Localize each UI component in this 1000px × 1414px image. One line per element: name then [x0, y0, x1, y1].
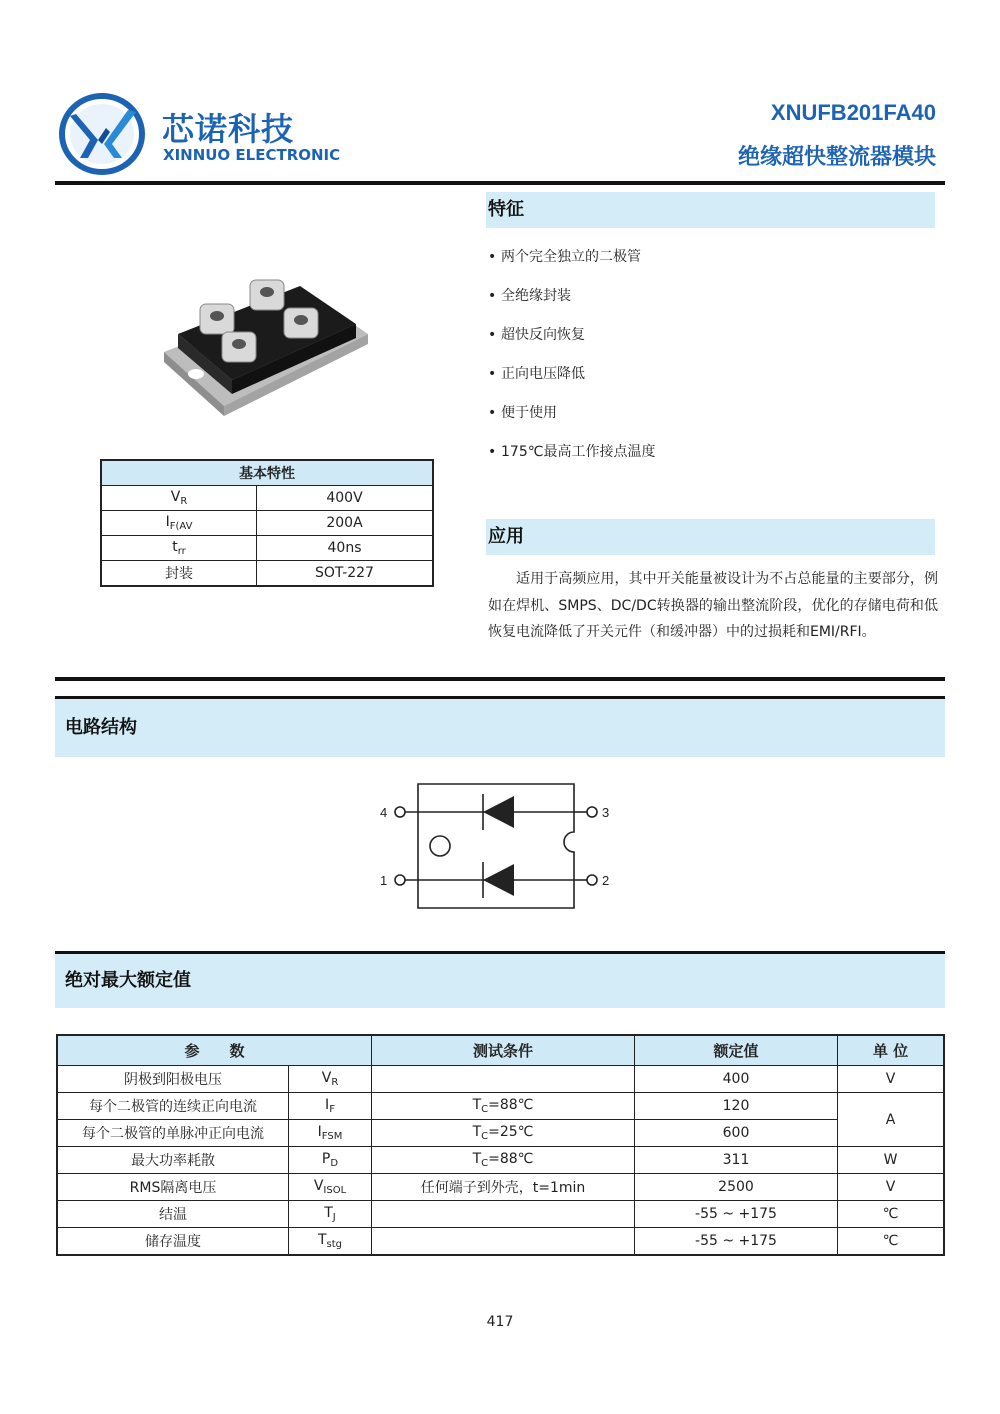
part-number: XNUFB201FA40 — [770, 100, 936, 125]
circuit-diagram — [376, 780, 616, 914]
brand-name-cn: 芯诺科技 — [162, 110, 295, 148]
table-row — [57, 1174, 944, 1201]
param-symbol: $T_{stg}$ — [289, 1228, 372, 1256]
param-symbol: $I_{F(AV}$ — [101, 511, 257, 536]
table-row — [57, 1066, 944, 1093]
param-name: 阴极到阳极电压 — [57, 1066, 289, 1093]
param-value: 600 — [635, 1120, 838, 1147]
param-symbol: $V_R$ — [289, 1066, 372, 1093]
param-symbol: $I_F$ — [289, 1093, 372, 1120]
param-value: 40ns — [257, 536, 434, 561]
circuit-section-header: 电路结构 — [55, 699, 945, 757]
section-divider — [55, 677, 945, 681]
table-row — [57, 1093, 944, 1120]
param-name: 结温 — [57, 1201, 289, 1228]
company-logo — [58, 92, 146, 176]
max-ratings-table — [56, 1034, 945, 1256]
list-item: • 便于使用 — [488, 405, 557, 421]
param-value: 400 — [635, 1066, 838, 1093]
table-header-row — [57, 1035, 944, 1066]
application-section-header: 应用 — [486, 519, 935, 555]
param-symbol: $V_{ISOL}$ — [289, 1174, 372, 1201]
param-condition — [372, 1066, 635, 1093]
table-row — [101, 536, 433, 561]
features-section-header: 特征 — [486, 192, 935, 228]
param-symbol: $I_{FSM}$ — [289, 1120, 372, 1147]
param-unit: ℃ — [838, 1201, 945, 1228]
param-condition: $T_C=25℃$ — [372, 1120, 635, 1147]
header-unit: 单 位 — [838, 1035, 945, 1066]
param-unit: V — [838, 1174, 945, 1201]
list-item: • 全绝缘封装 — [488, 288, 571, 304]
param-symbol: $T_J$ — [289, 1201, 372, 1228]
table-row — [57, 1228, 944, 1256]
table-row — [101, 486, 433, 511]
param-value: -55 ~ +175 — [635, 1201, 838, 1228]
list-item: • 两个完全独立的二极管 — [488, 249, 641, 265]
param-name: 每个二极管的单脉冲正向电流 — [57, 1120, 289, 1147]
param-name: RMS隔离电压 — [57, 1174, 289, 1201]
param-name: 每个二极管的连续正向电流 — [57, 1093, 289, 1120]
param-value: 200A — [257, 511, 434, 536]
pin-2-label: 2 — [602, 873, 610, 888]
param-name: 最大功率耗散 — [57, 1147, 289, 1174]
pin-3-label: 3 — [602, 805, 610, 820]
param-symbol: 封装 — [101, 561, 257, 587]
application-text: 适用于高频应用，其中开关能量被设计为不占总能量的主要部分，例如在焊机、SMPS、DC/DC转换器的输出整流阶段，优化的存储电荷和低恢复电流降低了开关元件（和缓冲器）中的过损耗和EMI/RFI。 — [488, 571, 938, 640]
product-image — [160, 270, 370, 420]
ratings-section-header: 绝对最大额定值 — [55, 954, 945, 1008]
param-symbol: $P_D$ — [289, 1147, 372, 1174]
param-condition — [372, 1201, 635, 1228]
param-name: 储存温度 — [57, 1228, 289, 1256]
param-unit: A — [838, 1093, 945, 1147]
header-divider — [55, 181, 945, 185]
brand-name-en: XINNUO ELECTRONIC — [163, 146, 341, 164]
param-condition — [372, 1228, 635, 1256]
table-row — [101, 511, 433, 536]
pin-4-label: 4 — [380, 805, 388, 820]
header-param: 参 数 — [57, 1035, 372, 1066]
param-value: 120 — [635, 1093, 838, 1120]
list-item: • 正向电压降低 — [488, 366, 585, 382]
param-value: 311 — [635, 1147, 838, 1174]
table-row — [57, 1120, 944, 1147]
header-condition: 测试条件 — [372, 1035, 635, 1066]
features-list — [488, 246, 928, 480]
param-condition: 任何端子到外壳，t=1min — [372, 1174, 635, 1201]
table-row — [57, 1147, 944, 1174]
list-item: • 超快反向恢复 — [488, 327, 585, 343]
table-row — [57, 1201, 944, 1228]
table-row — [101, 561, 433, 587]
list-item: • 175℃最高工作接点温度 — [488, 444, 656, 460]
param-symbol: $t_{rr}$ — [101, 536, 257, 561]
pin-1-label: 1 — [380, 873, 388, 888]
param-condition: $T_C=88℃$ — [372, 1147, 635, 1174]
basic-table-title: 基本特性 — [101, 460, 433, 486]
param-unit: W — [838, 1147, 945, 1174]
param-value: 2500 — [635, 1174, 838, 1201]
basic-characteristics-table — [100, 459, 434, 587]
param-value: 400V — [257, 486, 434, 511]
param-symbol: $V_R$ — [101, 486, 257, 511]
page-number: 417 — [486, 1314, 514, 1330]
param-value: SOT-227 — [257, 561, 434, 587]
product-subtitle: 绝缘超快整流器模块 — [737, 145, 936, 170]
param-unit: V — [838, 1066, 945, 1093]
param-condition: $T_C=88℃$ — [372, 1093, 635, 1120]
param-unit: ℃ — [838, 1228, 945, 1256]
param-value: -55 ~ +175 — [635, 1228, 838, 1256]
header-rated-value: 额定值 — [635, 1035, 838, 1066]
